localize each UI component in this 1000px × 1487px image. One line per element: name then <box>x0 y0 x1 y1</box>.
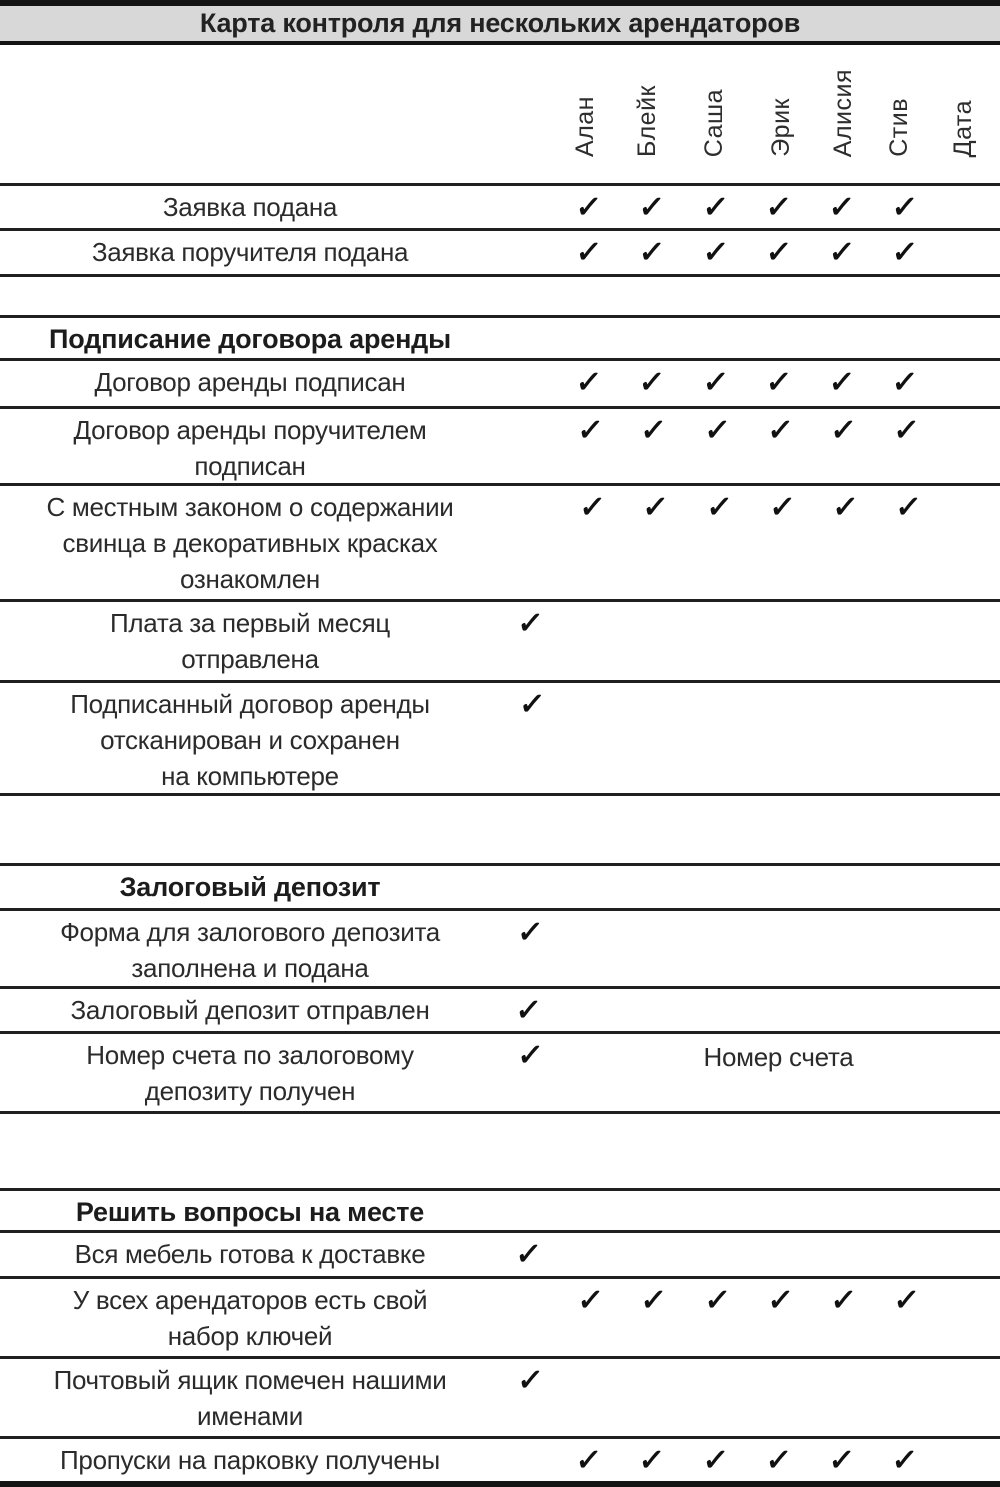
section-title: Подписание договора аренды <box>49 324 451 354</box>
checklist-row <box>0 599 1000 680</box>
checklist-row <box>0 183 1000 228</box>
row-label-line: Залоговый депозит отправлен <box>70 995 430 1025</box>
title-bar <box>0 0 1000 45</box>
checkmark-icon-alan: ✓ <box>576 414 605 447</box>
row-label <box>0 186 500 228</box>
checkmark-icon-blake: ✓ <box>637 191 667 224</box>
checkmark-icon-sasha: ✓ <box>700 191 730 224</box>
column-header-alan: Алан <box>571 96 599 157</box>
checklist-row <box>0 1356 1000 1436</box>
row-label-line: Форма для залогового депозита <box>60 917 440 947</box>
checkmark-icon-erik: ✓ <box>765 1284 795 1317</box>
bottom-border <box>0 1481 1000 1487</box>
checklist-row <box>0 1276 1000 1356</box>
checklist-row <box>0 228 1000 274</box>
row-label <box>0 911 500 986</box>
row-label-line: Номер счета по залоговому <box>86 1040 414 1070</box>
column-header-sasha: Саша <box>700 88 728 157</box>
section-row <box>0 863 1000 908</box>
row-label-line: ознакомлен <box>180 564 320 594</box>
column-header-steve: Стив <box>885 98 913 157</box>
lead-checkmark-icon: ✓ <box>515 916 545 949</box>
checkmark-icon-sasha: ✓ <box>702 414 732 447</box>
row-label-line: подписан <box>194 451 306 481</box>
checkmark-icon-blake: ✓ <box>639 414 668 447</box>
row-label-line: Пропуски на парковку получены <box>60 1445 440 1475</box>
checklist-row <box>0 908 1000 986</box>
checkmark-icon-sasha: ✓ <box>702 1284 732 1317</box>
row-label <box>0 486 500 599</box>
checkmark-icon-alan: ✓ <box>574 191 603 224</box>
row-label-line: отсканирован и сохранен <box>100 725 400 755</box>
checkmark-icon-steve: ✓ <box>892 1284 922 1317</box>
spacer-row <box>0 274 1000 315</box>
checkmark-icon-steve: ✓ <box>890 191 920 224</box>
checkmark-icon-sasha: ✓ <box>704 491 734 524</box>
checkmark-icon-erik: ✓ <box>764 366 793 399</box>
checkmark-icon-alicia: ✓ <box>827 1444 857 1477</box>
row-label <box>0 1034 500 1111</box>
row-label-line: набор ключей <box>167 1321 333 1351</box>
checkmark-icon-alan: ✓ <box>578 491 607 524</box>
checkmark-icon-alicia: ✓ <box>829 1284 858 1317</box>
checkmark-icon-sasha: ✓ <box>700 236 730 269</box>
row-label-line: депозиту получен <box>144 1076 356 1106</box>
row-label <box>0 1359 500 1436</box>
checkmark-icon-alan: ✓ <box>574 236 603 269</box>
checkmark-icon-alan: ✓ <box>574 1444 603 1477</box>
checkmark-icon-sasha: ✓ <box>700 366 730 399</box>
checkmark-icon-blake: ✓ <box>637 1444 667 1477</box>
lead-checkmark-icon: ✓ <box>514 1238 543 1271</box>
column-header-blake: Блейк <box>633 84 661 157</box>
row-label-line: Почтовый ящик помечен нашими <box>53 1365 447 1395</box>
row-label-line: Договор аренды подписан <box>94 367 406 397</box>
checklist-row <box>0 680 1000 793</box>
row-label-line: У всех арендаторов есть свой <box>72 1285 428 1315</box>
checkmark-icon-steve: ✓ <box>892 414 922 447</box>
row-label-line: свинца в декоративных красках <box>62 528 438 558</box>
checklist-row <box>0 1031 1000 1111</box>
row-label-line: на компьютере <box>161 761 339 791</box>
checklist-row <box>0 1230 1000 1276</box>
row-label <box>0 989 500 1031</box>
lead-checkmark-icon: ✓ <box>517 688 547 721</box>
section-title: Решить вопросы на месте <box>75 1197 425 1227</box>
spacer-row <box>0 793 1000 863</box>
lead-checkmark-icon: ✓ <box>515 1039 545 1072</box>
checkmark-icon-steve: ✓ <box>890 236 920 269</box>
column-header-erik: Эрик <box>767 98 795 157</box>
checkmark-icon-erik: ✓ <box>767 491 797 524</box>
row-label-line: Вся мебель готова к доставке <box>74 1239 426 1269</box>
page-title: Карта контроля для нескольких арендаторов <box>199 8 801 38</box>
checkmark-icon-blake: ✓ <box>641 491 670 524</box>
row-label <box>0 231 500 274</box>
row-label-line: Подписанный договор аренды <box>70 689 430 719</box>
row-label <box>0 602 500 680</box>
checkmark-icon-erik: ✓ <box>764 1444 793 1477</box>
checkmark-icon-blake: ✓ <box>637 366 667 399</box>
checkmark-icon-steve: ✓ <box>890 1444 920 1477</box>
checkmark-icon-erik: ✓ <box>765 414 795 447</box>
section-row <box>0 1188 1000 1230</box>
column-headers <box>0 45 1000 183</box>
row-label-line: именами <box>197 1401 303 1431</box>
row-label <box>0 683 500 793</box>
section-row <box>0 315 1000 358</box>
column-header-date: Дата <box>949 99 977 157</box>
checkmark-icon-alan: ✓ <box>574 366 604 399</box>
row-label-line: Заявка поручителя подана <box>91 237 409 267</box>
checkmark-icon-blake: ✓ <box>639 1284 669 1317</box>
row-label <box>0 1439 500 1481</box>
checklist-row <box>0 1436 1000 1481</box>
row-label-line: отправлена <box>181 644 319 674</box>
checkmark-icon-erik: ✓ <box>764 191 793 224</box>
account-number-note: Номер счета <box>703 1042 854 1072</box>
column-header-alicia: Алисия <box>829 68 857 157</box>
row-label <box>0 361 500 406</box>
row-label-line: Заявка подана <box>162 192 338 222</box>
row-label-line: С местным законом о содержании <box>46 492 454 522</box>
checkmark-icon-blake: ✓ <box>637 236 667 269</box>
lead-checkmark-icon: ✓ <box>515 1364 545 1397</box>
checkmark-icon-erik: ✓ <box>764 236 793 269</box>
lead-checkmark-icon: ✓ <box>516 607 545 640</box>
checklist-row <box>0 483 1000 599</box>
row-label <box>0 1233 500 1276</box>
checklist-row <box>0 986 1000 1031</box>
row-label <box>0 1279 500 1356</box>
checkmark-icon-alicia: ✓ <box>827 366 857 399</box>
section-title: Залоговый депозит <box>119 872 381 902</box>
checkmark-icon-alicia: ✓ <box>831 491 860 524</box>
row-label-line: Плата за первый месяц <box>110 608 390 638</box>
spacer-row <box>0 1111 1000 1188</box>
checklist-row <box>0 358 1000 406</box>
row-label <box>0 409 500 483</box>
checklist-row <box>0 406 1000 483</box>
checkmark-icon-alicia: ✓ <box>827 236 857 269</box>
checkmark-icon-steve: ✓ <box>894 491 924 524</box>
row-label-line: заполнена и подана <box>131 953 369 983</box>
checkmark-icon-alan: ✓ <box>576 1284 605 1317</box>
row-label-line: Договор аренды поручителем <box>73 415 427 445</box>
checkmark-icon-alicia: ✓ <box>827 191 857 224</box>
lead-checkmark-icon: ✓ <box>514 994 543 1027</box>
checkmark-icon-sasha: ✓ <box>700 1444 730 1477</box>
checkmark-icon-alicia: ✓ <box>829 414 858 447</box>
checkmark-icon-steve: ✓ <box>890 366 920 399</box>
checklist-rows <box>0 183 1000 1481</box>
